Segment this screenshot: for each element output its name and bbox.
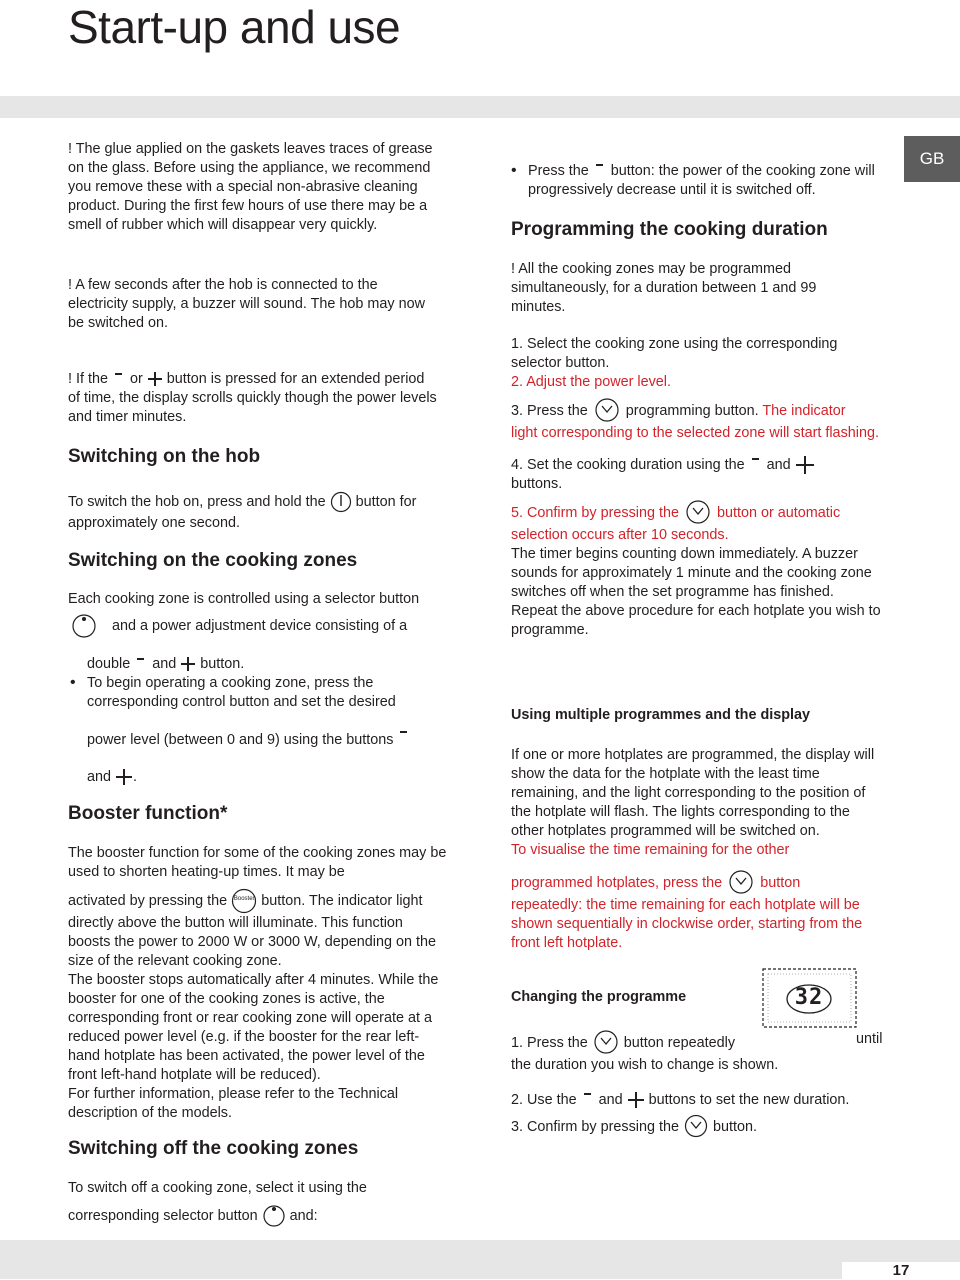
plus-icon <box>795 455 815 475</box>
switch-on-text-b: button for approximately one second. <box>68 493 417 531</box>
changing-heading: Changing the programme <box>511 989 687 1005</box>
step-3 <box>511 398 881 424</box>
timer-icon <box>683 1114 709 1140</box>
timer-icon <box>726 870 756 896</box>
cz-line1: Each cooking zone is controlled using a selector button <box>68 591 420 607</box>
buzzer-note: ! A few seconds after the hob is connected to the electricity supply, a buzzer will sound. The hob may now be switched on. <box>68 277 426 331</box>
programming-note: ! All the cooking zones may be programmed simultaneously, for a duration between 1 and 99 minutes. <box>511 261 817 315</box>
cz-line2 <box>68 613 458 639</box>
selector-icon <box>262 1204 286 1228</box>
step-3d: light corresponding to the selected zone will start flashing. <box>511 425 879 441</box>
bullet-dot: • <box>70 674 76 691</box>
buzzer-note-block <box>68 276 438 333</box>
change-1b: button repeatedly <box>623 1034 736 1051</box>
repeat-text: Repeat the above procedure for each hotplate you wish to programme. <box>511 603 881 638</box>
booster-further: For further information, please refer to the Technical description of the models. <box>68 1086 399 1121</box>
cz-line2-text: and a power adjustment device consisting of a <box>112 617 408 634</box>
left-column <box>68 140 438 235</box>
timer-display-panel <box>762 968 857 1028</box>
booster-icon <box>231 888 257 914</box>
booster-act-b: button. The indicator light <box>261 892 423 909</box>
multiple-red3: repeatedly: the time remaining for each hotplate will be shown sequentially in clockwise order, starting from the front left hotplate. <box>511 897 863 951</box>
cz-bullet <box>68 674 437 787</box>
minus-icon <box>581 1092 595 1108</box>
page-title: Start-up and use <box>68 1 401 53</box>
scroll-note <box>68 370 438 427</box>
timer-display-value: 32 <box>794 985 824 1010</box>
cz-bullet-c <box>87 768 437 787</box>
programming-block <box>511 260 881 640</box>
switch-off-line2a: corresponding selector button <box>68 1207 258 1224</box>
change-2c: buttons to set the new duration. <box>648 1092 850 1108</box>
cz-line3b: and <box>152 656 177 672</box>
cz-line3c: button. <box>200 656 245 672</box>
multiple-red2b: button <box>760 874 801 891</box>
change-step-3 <box>511 1114 891 1140</box>
switch-off-line1: To switch off a cooking zone, select it using the <box>68 1180 367 1196</box>
bullet-dot: • <box>511 162 517 179</box>
change-step-1 <box>511 1030 891 1056</box>
multiple-heading: Using multiple programmes and the display <box>511 707 811 723</box>
programming-heading: Programming the cooking duration <box>511 219 828 240</box>
cz-bullet-b <box>87 730 437 750</box>
switch-off-line2 <box>68 1204 448 1228</box>
switch-off-block <box>68 1179 448 1228</box>
multiple-red2 <box>511 870 886 896</box>
step-5a: 5. Confirm by pressing the <box>511 504 679 521</box>
timer-icon <box>592 398 622 424</box>
step-3c: The indicator <box>762 402 846 419</box>
footer-band <box>0 1240 960 1279</box>
scroll-note-b: or <box>130 371 143 387</box>
change-step-2 <box>511 1091 891 1110</box>
booster-activate <box>68 888 448 914</box>
header-band <box>0 96 960 118</box>
minus-bullet-a: Press the <box>528 163 589 179</box>
booster-stops: The booster stops automatically after 4 minutes. While the booster for one of the cooking zones is active, the corresponding front or rear cooking zone will operate at a reduced power level (e.g. if the booster for the rear left-hand hotplate has been activated, the power level of the front left-hand hotplate will be reduced). <box>68 972 439 1083</box>
plus-icon <box>115 768 133 786</box>
minus-icon <box>112 372 126 386</box>
timer-icon <box>592 1030 620 1056</box>
selector-icon <box>68 613 108 639</box>
switching-on-hob-heading: Switching on the hob <box>68 446 261 467</box>
step-5b: button or automatic selection occurs after 10 seconds. <box>511 504 841 543</box>
step-4 <box>511 455 881 475</box>
cz-bullet-b-text: power level (between 0 and 9) using the buttons <box>87 731 394 748</box>
switch-on-hob-text <box>68 490 453 533</box>
change-3b: button. <box>712 1118 757 1135</box>
cooking-zones-heading: Switching on the cooking zones <box>68 550 358 571</box>
step-3a: 3. Press the <box>511 402 588 419</box>
cz-bullet-d: . <box>133 769 138 785</box>
change-1c: until <box>856 1031 883 1047</box>
minus-bullet <box>528 162 888 200</box>
minus-icon <box>397 730 411 750</box>
page-number: 17 <box>842 1262 960 1279</box>
change-2b: and <box>598 1092 623 1108</box>
minus-icon <box>134 657 148 671</box>
language-badge: GB <box>904 136 960 182</box>
change-3a: 3. Confirm by pressing the <box>511 1118 679 1135</box>
scroll-note-block <box>68 370 438 427</box>
change-2a: 2. Use the <box>511 1092 577 1108</box>
cz-bullet-c-text: and <box>87 769 112 785</box>
plus-icon <box>147 371 163 387</box>
cz-line3 <box>68 655 458 674</box>
booster-icon-label: Booster <box>233 896 255 902</box>
step-1: 1. Select the cooking zone using the corresponding selector button. <box>511 336 838 371</box>
booster-intro: The booster function for some of the cooking zones may be used to shorten heating-up times. It may be <box>68 845 447 880</box>
multiple-red2a: programmed hotplates, press the <box>511 874 723 891</box>
booster-heading: Booster function* <box>68 803 228 824</box>
minus-icon <box>749 457 763 473</box>
glue-note: ! The glue applied on the gaskets leaves traces of grease on the glass. Before using the appliance, we recommend you remove these with a special non-abrasive cleaning product. During the first few hours of use there may be a smell of rubber which will disappear very quickly. <box>68 141 433 233</box>
cooking-zones-block <box>68 590 458 787</box>
plus-icon <box>180 656 196 672</box>
booster-body: directly above the button will illuminate. This function boosts the power to 2000 W or 3000 W, depending on the size of the relevant cooking zone. <box>68 915 437 969</box>
switch-on-text-a: To switch the hob on, press and hold the <box>68 493 326 510</box>
booster-block <box>68 844 448 1123</box>
switch-on-hob-block <box>68 490 453 533</box>
changing-block <box>511 1030 891 1140</box>
timer-icon <box>683 500 713 526</box>
multiple-red1: To visualise the time remaining for the other <box>511 842 790 858</box>
scroll-note-c: button is pressed for an extended period of time, the display scrolls quickly though the power levels and timer minutes. <box>68 371 437 425</box>
plus-icon <box>627 1091 645 1109</box>
minus-bullet-b: button: the power of the cooking zone will progressively decrease until it is switched off. <box>528 163 875 198</box>
step-4b: and <box>766 456 791 473</box>
booster-act-a: activated by pressing the <box>68 892 228 909</box>
timer-text: The timer begins counting down immediately. A buzzer sounds for approximately 1 minute and the cooking zone switches off when the set programme has finished. <box>511 546 872 600</box>
scroll-note-a: ! If the <box>68 371 108 387</box>
switch-off-line2b: and: <box>289 1207 318 1224</box>
minus-bullet-block <box>511 162 888 200</box>
multiple-body: If one or more hotplates are programmed, the display will show the data for the hotplate with the least time remaining, and the light corresponding to the position of the hotplate will flash. The lights corresponding to the other hotplates programmed will be switched on. <box>511 747 875 839</box>
power-icon <box>330 490 352 514</box>
step-4c: buttons. <box>511 476 563 492</box>
step-5 <box>511 500 881 545</box>
step-4a: 4. Set the cooking duration using the <box>511 456 745 473</box>
step-3b: programming button. <box>625 402 759 419</box>
switch-off-heading: Switching off the cooking zones <box>68 1138 359 1159</box>
change-1a: 1. Press the <box>511 1034 588 1051</box>
cz-bullet-a: To begin operating a cooking zone, press the corresponding control button and set the desired <box>87 675 396 710</box>
minus-icon <box>593 164 607 178</box>
cz-line3a: double <box>87 656 131 672</box>
change-1d: the duration you wish to change is shown. <box>511 1057 779 1073</box>
multiple-block <box>511 746 886 953</box>
step-2: 2. Adjust the power level. <box>511 374 671 390</box>
